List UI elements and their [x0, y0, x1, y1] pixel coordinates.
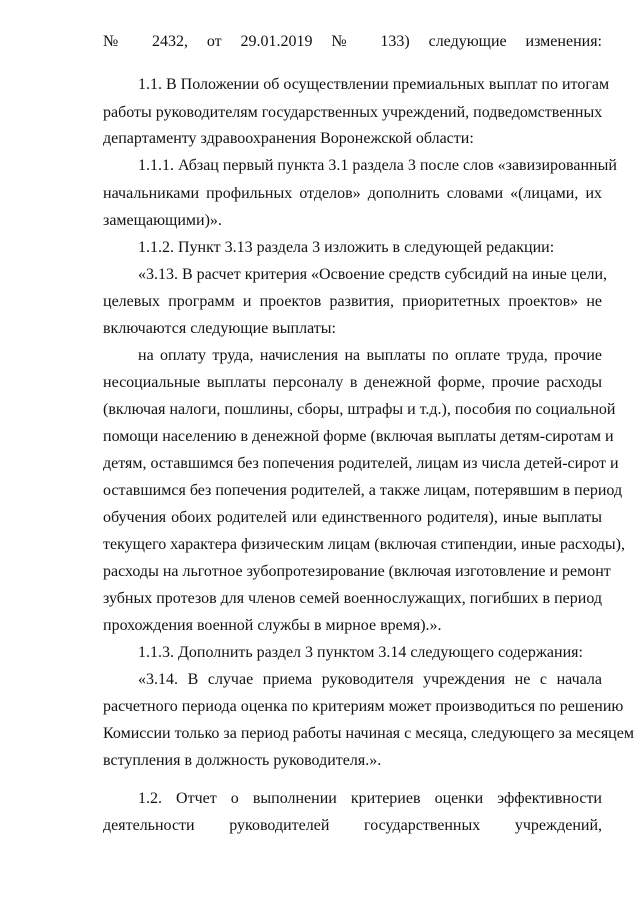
text-line: на оплату труда, начисления на выплаты по оплате труда, прочие — [138, 347, 602, 364]
text-line: несоциальные выплаты персоналу в денежной форме, прочие расходы — [103, 374, 602, 391]
text-line: оставшимся без попечения родителей, а также лицам, потерявшим в период — [103, 482, 623, 499]
text-line: зубных протезов для членов семей военнослужащих, погибших в период — [103, 590, 602, 607]
text-line: обучения обоих родителей или единственного родителя), иные выплаты — [103, 509, 602, 526]
text-line: текущего характера физическим лицам (включая стипендии, иные расходы), — [103, 536, 625, 553]
text-line: департаменту здравоохранения Воронежской области: — [103, 130, 474, 147]
text-line: 1.1. В Положении об осуществлении премиальных выплат по итогам — [138, 76, 610, 93]
text-line: Комиссии только за период работы начиная с месяца, следующего за месяцем — [103, 725, 634, 742]
text-line: работы руководителям государственных учреждений, подведомственных — [103, 104, 603, 121]
text-line: «3.14. В случае приема руководителя учреждения не с начала — [138, 671, 602, 688]
text-line: прохождения военной службы в мирное время).». — [103, 617, 442, 634]
text-line: деятельности руководителей государственных учреждений, — [103, 817, 602, 834]
text-line: (включая налоги, пошлины, сборы, штрафы и т.д.), пособия по социальной — [103, 401, 616, 418]
text-line: помощи населению в денежной форме (включая выплаты детям-сиротам и — [103, 428, 614, 445]
text-line: замещающими)». — [103, 212, 222, 229]
text-line: № 2432, от 29.01.2019 № 133) следующие изменения: — [103, 33, 602, 50]
text-line: «3.13. В расчет критерия «Освоение средств субсидий на иные цели, — [138, 266, 608, 283]
text-line: включаются следующие выплаты: — [103, 320, 336, 337]
text-line: расходы на льготное зубопротезирование (включая изготовление и ремонт — [103, 563, 611, 580]
text-line: 1.1.3. Дополнить раздел 3 пунктом 3.14 следующего содержания: — [138, 644, 583, 661]
text-line: детям, оставшимся без попечения родителей, лицам из числа детей-сирот и — [103, 455, 619, 472]
text-line: начальниками профильных отделов» дополнить словами «(лицами, их — [103, 185, 602, 202]
text-line: 1.1.1. Абзац первый пункта 3.1 раздела 3 после слов «завизированный — [138, 157, 617, 174]
text-line: расчетного периода оценка по критериям может производиться по решению — [103, 698, 624, 715]
text-line: 1.2. Отчет о выполнении критериев оценки эффективности — [138, 790, 602, 807]
text-line: вступления в должность руководителя.». — [103, 752, 382, 769]
text-line: целевых программ и проектов развития, приоритетных проектов» не — [103, 293, 602, 310]
text-line: 1.1.2. Пункт 3.13 раздела 3 изложить в следующей редакции: — [138, 239, 555, 256]
